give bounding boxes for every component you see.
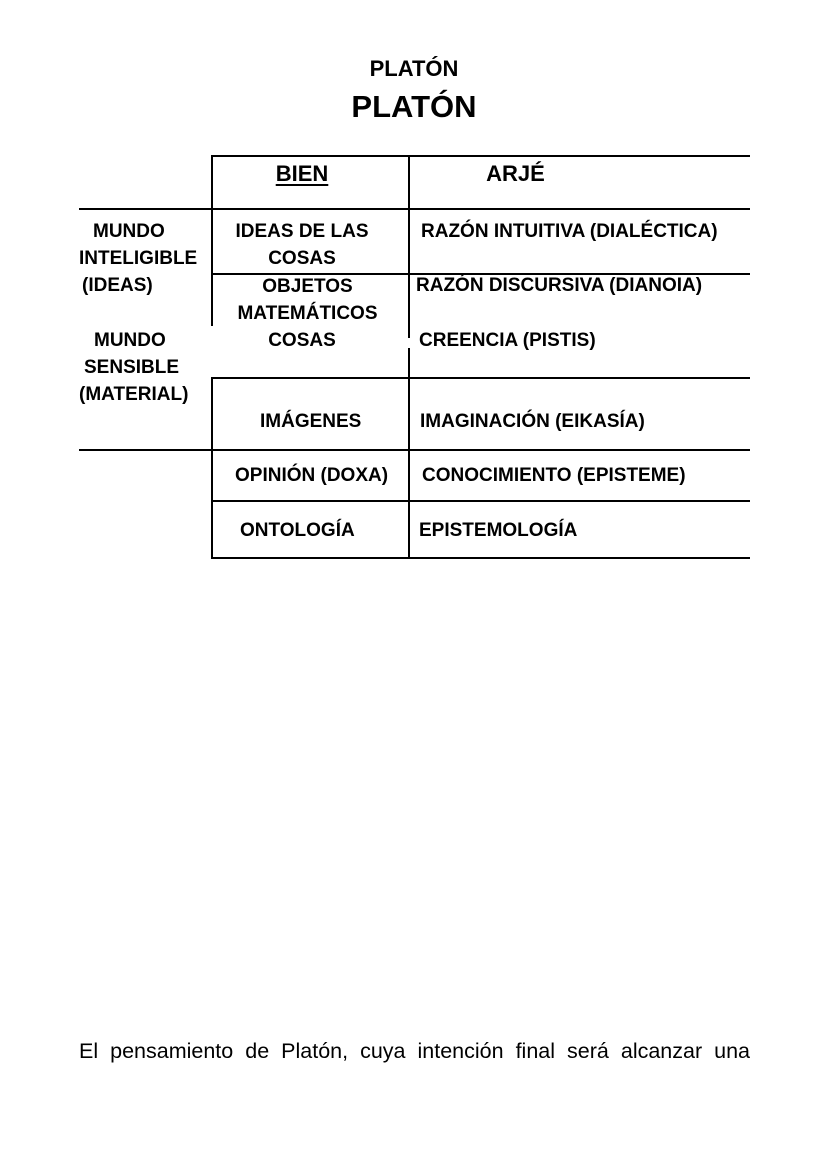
cell-conocimiento: CONOCIMIENTO (EPISTEME) <box>422 465 686 486</box>
cell-line: OBJETOS <box>262 276 353 297</box>
cell-creencia: CREENCIA (PISTIS) <box>419 330 596 351</box>
body-paragraph: El pensamiento de Platón, cuya intención final será alcanzar una <box>79 1039 750 1063</box>
label-line: (IDEAS) <box>82 275 153 296</box>
table-line-top <box>211 155 750 157</box>
label-mundo-inteligible <box>79 218 209 299</box>
cell-line: COSAS <box>268 248 336 269</box>
label-line: SENSIBLE <box>84 357 180 378</box>
cell-imagenes: IMÁGENES <box>260 411 362 432</box>
cell-line: MATEMÁTICOS <box>237 303 378 324</box>
page-title-large: PLATÓN <box>351 89 477 124</box>
table-line-left-lower <box>211 377 213 558</box>
cell-opinion-doxa: OPINIÓN (DOXA) <box>235 465 389 486</box>
label-line: MUNDO <box>93 221 165 242</box>
table-line-cosas-bottom <box>211 377 750 379</box>
cell-objetos-matematicos <box>211 273 404 327</box>
cell-cosas: COSAS <box>268 330 336 351</box>
table-line-header-bottom <box>79 208 750 210</box>
cell-razon-discursiva: RAZÓN DISCURSIVA (DIANOIA) <box>416 275 703 296</box>
table-line-opinion-bottom <box>211 500 750 502</box>
table-line-bottom <box>211 557 750 559</box>
label-mundo-sensible <box>79 327 209 408</box>
table-line-mid-upper <box>408 155 410 338</box>
cell-epistemologia: EPISTEMOLOGÍA <box>419 520 578 541</box>
cell-ontologia: ONTOLOGÍA <box>240 520 355 541</box>
table-line-mid-lower <box>408 348 410 558</box>
cell-razon-intuitiva: RAZÓN INTUITIVA (DIALÉCTICA) <box>421 221 718 242</box>
page-title-small: PLATÓN <box>369 56 459 81</box>
column-header-bien: BIEN <box>275 161 329 186</box>
column-header-arje: ARJÉ <box>486 161 545 186</box>
table-line-mundos-bottom <box>79 449 750 451</box>
cell-ideas-de-las-cosas <box>211 218 393 272</box>
label-line: (MATERIAL) <box>79 384 189 405</box>
label-line: INTELIGIBLE <box>79 248 198 269</box>
label-line: MUNDO <box>94 330 166 351</box>
cell-imaginacion: IMAGINACIÓN (EIKASÍA) <box>420 411 645 432</box>
cell-line: IDEAS DE LAS <box>235 221 369 242</box>
